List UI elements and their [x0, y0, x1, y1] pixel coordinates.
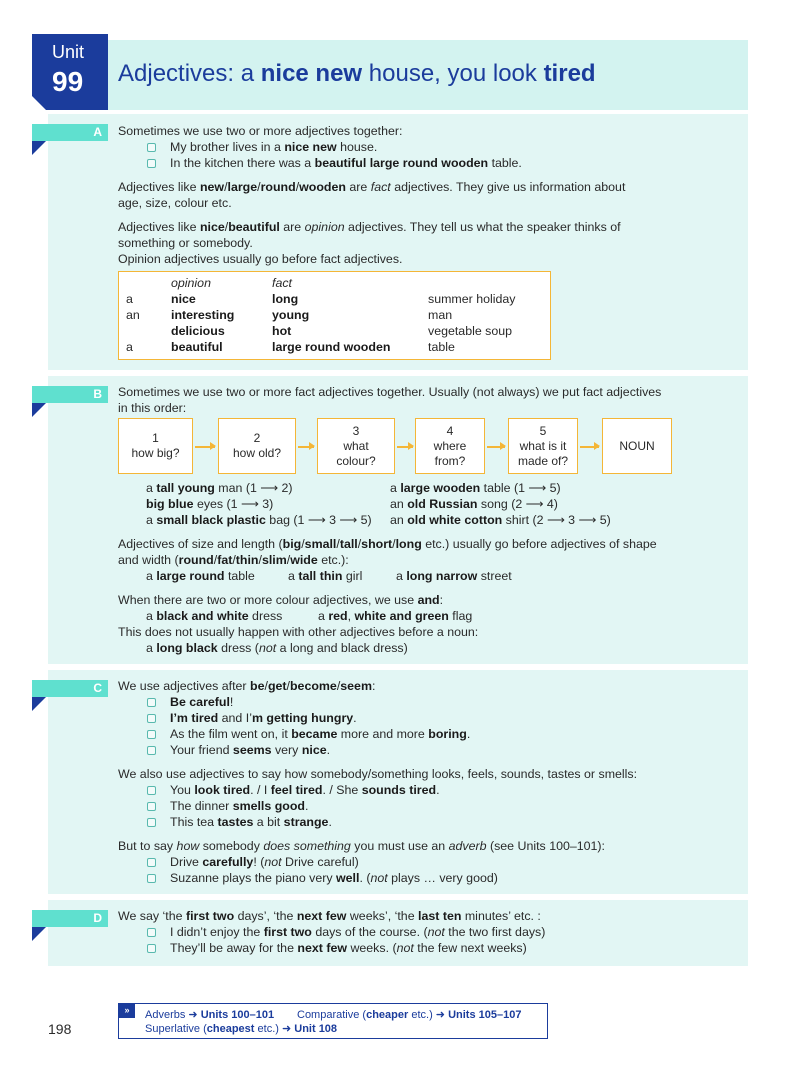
bullet-icon [147, 802, 156, 811]
bullet-icon [147, 858, 156, 867]
order-step-size: 1 how big? [118, 418, 193, 474]
bullet-icon [147, 874, 156, 883]
text-line: age, size, colour etc. [118, 196, 232, 210]
section-c-marker-icon [32, 697, 46, 711]
text-line: and width (round/fat/thin/slim/wide etc.): [118, 553, 349, 567]
text-line: This does not usually happen with other adjectives before a noun: [118, 625, 479, 639]
bullet-icon [147, 928, 156, 937]
arrow-right-icon [195, 446, 215, 448]
order-step-origin: 4 where from? [415, 418, 485, 474]
table-cell: table [428, 340, 455, 354]
example-phrase: big blue eyes (1 ⟶ 3) [146, 497, 274, 511]
table-cell: young [272, 308, 310, 322]
bullet-icon [147, 143, 156, 152]
table-cell: vegetable soup [428, 324, 513, 338]
section-b-tab [32, 386, 108, 403]
corner-fold-icon [32, 96, 46, 110]
example-phrase: a long narrow street [396, 569, 512, 583]
text-line: Sometimes we use two or more fact adjectives together. Usually (not always) we put fact adjectives [118, 385, 662, 399]
order-step-colour: 3 what colour? [317, 418, 395, 474]
example-sentence: In the kitchen there was a beautiful large round wooden table. [170, 156, 522, 170]
order-step-material: 5 what is it made of? [508, 418, 578, 474]
example-sentence: The dinner smells good. [170, 799, 309, 813]
example-phrase: a tall young man (1 ⟶ 2) [146, 481, 293, 495]
example-phrase: a red, white and green flag [318, 609, 473, 623]
table-cell: hot [272, 324, 292, 338]
double-chevron-icon: » [119, 1004, 135, 1018]
cross-reference-link[interactable]: Comparative (cheaper etc.) ➜ Units 105–107 [297, 1009, 522, 1021]
text-line: something or somebody. [118, 236, 253, 250]
text-line: But to say how somebody does something you must use an adverb (see Units 100–101): [118, 839, 605, 853]
section-letter: D [93, 911, 102, 925]
arrow-right-icon [580, 446, 599, 448]
example-sentence: Be careful! [170, 695, 234, 709]
example-phrase: a black and white dress [146, 609, 283, 623]
example-phrase: a long black dress (not a long and black dress) [146, 641, 408, 655]
table-header-opinion: opinion [171, 276, 211, 290]
order-step-age: 2 how old? [218, 418, 296, 474]
section-a-marker-icon [32, 141, 46, 155]
text-line: We use adjectives after be/get/become/seem: [118, 679, 376, 693]
bullet-icon [147, 714, 156, 723]
bullet-icon [147, 818, 156, 827]
section-d-marker-icon [32, 927, 46, 941]
table-cell: interesting [171, 308, 235, 322]
table-cell: man [428, 308, 453, 322]
section-d-tab [32, 910, 108, 927]
example-sentence: This tea tastes a bit strange. [170, 815, 332, 829]
arrow-right-icon [397, 446, 413, 448]
order-step-noun: NOUN [602, 418, 672, 474]
example-phrase: a tall thin girl [288, 569, 363, 583]
text-line: Opinion adjectives usually go before fact adjectives. [118, 252, 403, 266]
section-letter: A [93, 125, 102, 139]
table-cell: an [126, 308, 140, 322]
table-cell: nice [171, 292, 196, 306]
table-cell: a [126, 340, 133, 354]
section-c-tab [32, 680, 108, 697]
example-sentence: Your friend seems very nice. [170, 743, 331, 757]
bullet-icon [147, 746, 156, 755]
text-line: We also use adjectives to say how somebody/something looks, feels, sounds, tastes or smells: [118, 767, 638, 781]
table-cell: a [126, 292, 133, 306]
example-sentence: I’m tired and I’m getting hungry. [170, 711, 357, 725]
example-sentence: As the film went on, it became more and more boring. [170, 727, 471, 741]
section-b-marker-icon [32, 403, 46, 417]
text-line: We say ‘the first two days’, ‘the next few weeks’, ‘the last ten minutes’ etc. : [118, 909, 541, 923]
bullet-icon [147, 944, 156, 953]
table-cell: large round wooden [272, 340, 391, 354]
text-line: Adjectives of size and length (big/small/tall/short/long etc.) usually go before adjectives of shape [118, 537, 657, 551]
table-header-fact: fact [272, 276, 292, 290]
example-phrase: a large wooden table (1 ⟶ 5) [390, 481, 561, 495]
unit-label: Unit [52, 42, 85, 62]
bullet-icon [147, 786, 156, 795]
section-a-tab [32, 124, 108, 141]
bullet-icon [147, 698, 156, 707]
cross-reference-link[interactable]: Superlative (cheapest etc.) ➜ Unit 108 [145, 1023, 338, 1035]
example-sentence: Drive carefully! (not Drive careful) [170, 855, 359, 869]
unit-badge [32, 34, 108, 110]
unit-number: 99 [52, 66, 84, 97]
table-cell: delicious [171, 324, 225, 338]
example-phrase: a small black plastic bag (1 ⟶ 3 ⟶ 5) [146, 513, 372, 527]
example-phrase: a large round table [146, 569, 255, 583]
text-line: Sometimes we use two or more adjectives together: [118, 124, 403, 138]
bullet-icon [147, 730, 156, 739]
cross-reference-box [118, 1003, 548, 1039]
arrow-right-icon [487, 446, 505, 448]
table-cell: summer holiday [428, 292, 516, 306]
example-sentence: I didn’t enjoy the first two days of the course. (not the two first days) [170, 925, 546, 939]
example-phrase: an old Russian song (2 ⟶ 4) [390, 497, 558, 511]
text-line: When there are two or more colour adjectives, we use and: [118, 593, 444, 607]
section-letter: C [93, 681, 102, 695]
section-letter: B [93, 387, 102, 401]
example-sentence: My brother lives in a nice new house. [170, 140, 378, 154]
cross-reference-link[interactable]: Adverbs ➜ Units 100–101 [145, 1009, 275, 1021]
example-phrase: an old white cotton shirt (2 ⟶ 3 ⟶ 5) [390, 513, 611, 527]
example-sentence: They’ll be away for the next few weeks. (not the few next weeks) [170, 941, 527, 955]
text-line: in this order: [118, 401, 187, 415]
bullet-icon [147, 159, 156, 168]
text-line: Adjectives like nice/beautiful are opinion adjectives. They tell us what the speaker thinks of [118, 220, 621, 234]
arrow-right-icon [298, 446, 314, 448]
text-line: Adjectives like new/large/round/wooden are fact adjectives. They give us information about [118, 180, 626, 194]
page-number: 198 [48, 1021, 72, 1037]
page-title: Adjectives: a nice new house, you look tired [118, 60, 596, 87]
table-cell: beautiful [171, 340, 223, 354]
example-sentence: You look tired. / I feel tired. / She sounds tired. [170, 783, 440, 797]
example-sentence: Suzanne plays the piano very well. (not plays … very good) [170, 871, 498, 885]
table-cell: long [272, 292, 299, 306]
